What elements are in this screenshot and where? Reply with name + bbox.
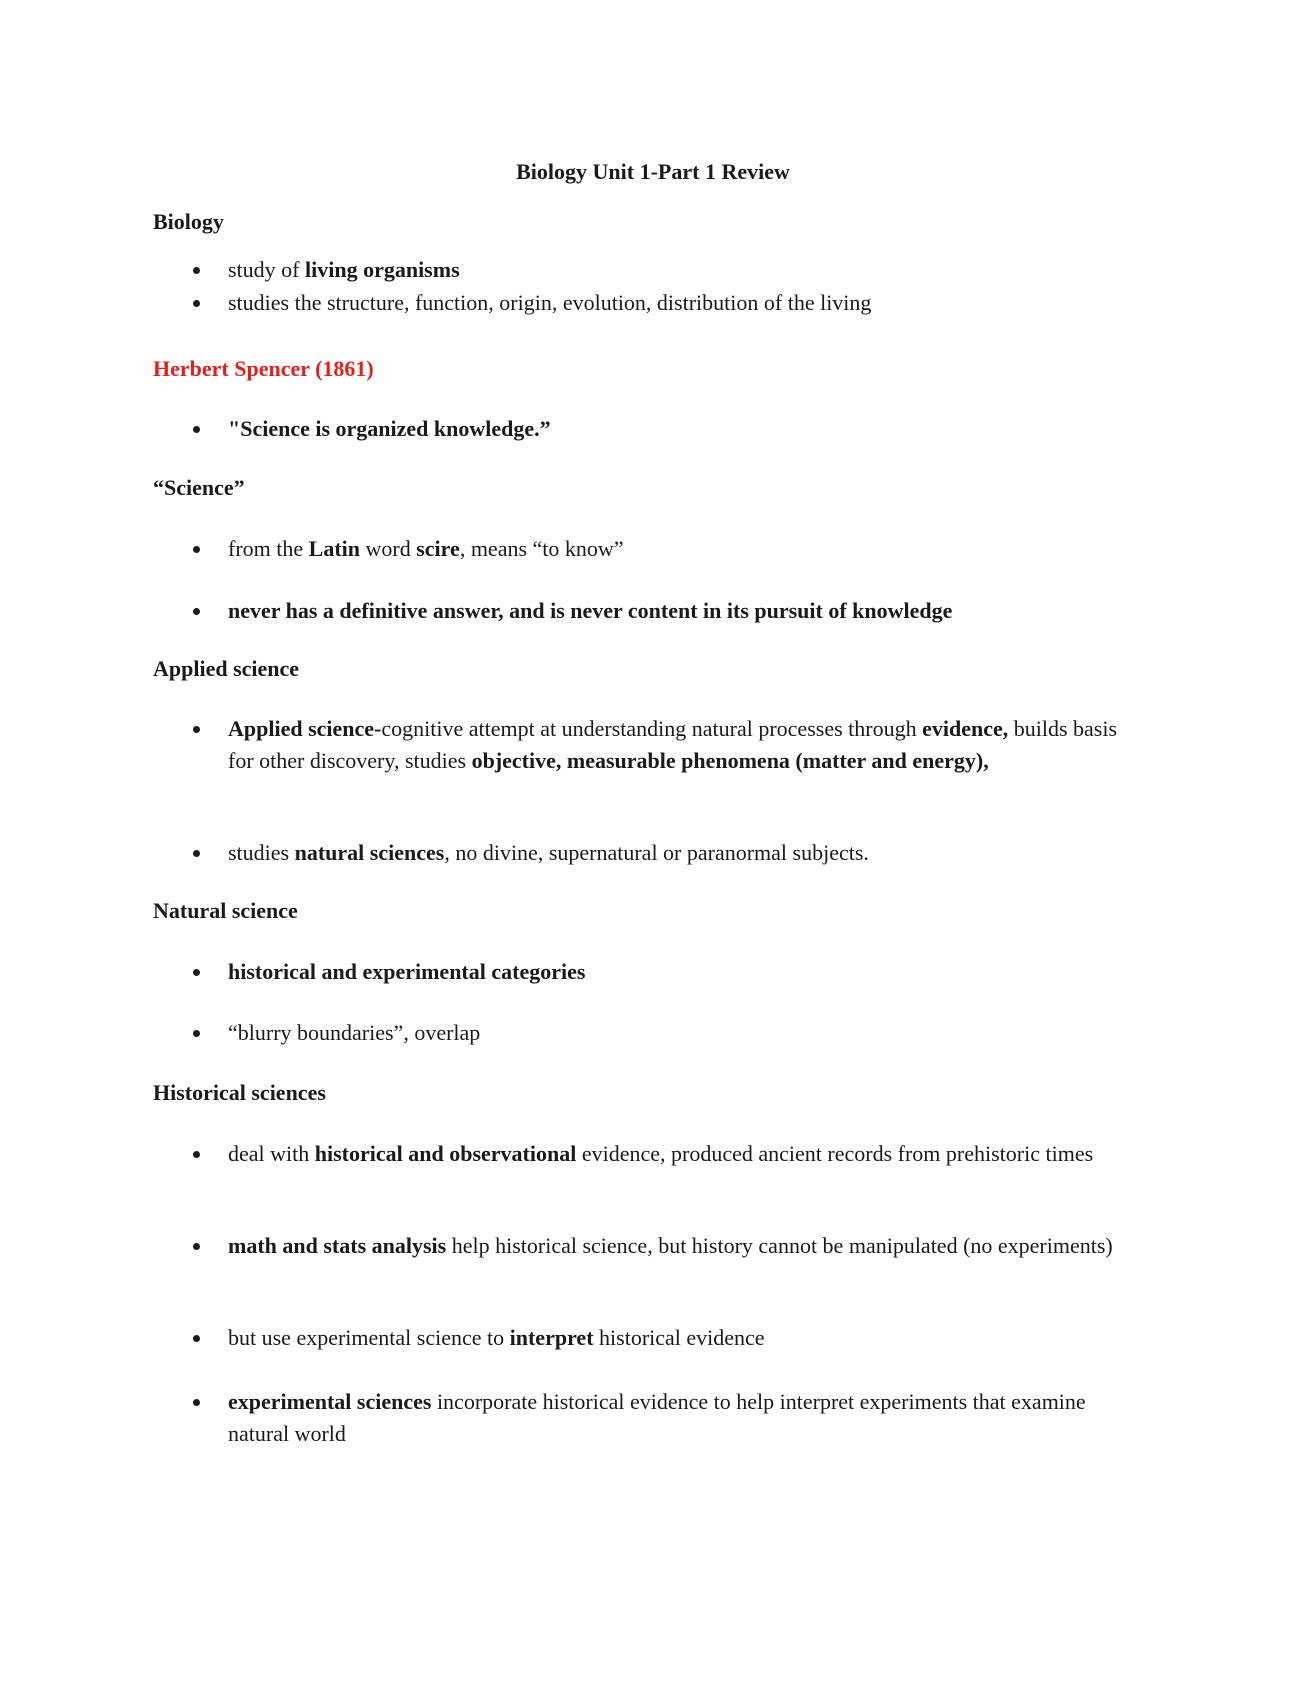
bullet-item	[228, 956, 1148, 988]
text: “blurry boundaries”, overlap	[228, 1020, 481, 1045]
bold-text: living organisms	[305, 257, 460, 282]
bold-text: experimental sciences	[228, 1389, 432, 1414]
text: help historical science, but history cannot be manipulated (no experiments)	[446, 1233, 1113, 1258]
bullet-item	[228, 1138, 1148, 1170]
bullet-item	[228, 1017, 1148, 1049]
bold-text: Applied science-	[228, 716, 382, 741]
bold-text: "Science is organized knowledge.”	[228, 416, 551, 441]
text: studies	[228, 840, 295, 865]
heading-biology: Biology	[153, 209, 224, 234]
bullet-item	[228, 533, 1148, 565]
document-title: Biology Unit 1-Part 1 Review	[516, 159, 790, 184]
text: , means “to know”	[459, 536, 624, 561]
heading-historical-sciences: Historical sciences	[153, 1080, 326, 1105]
bold-text: historical and observational	[314, 1141, 577, 1166]
heading-science: “Science”	[153, 475, 245, 500]
bold-text: objective, measurable phenomena (matter and energy),	[471, 748, 989, 773]
bullet-item	[228, 595, 1148, 627]
bullet-item	[228, 287, 1148, 319]
bullet-item	[228, 1322, 1148, 1354]
text: historical evidence	[593, 1325, 765, 1350]
bold-text: math and stats analysis	[228, 1233, 447, 1258]
bold-text: scire	[416, 536, 460, 561]
text: deal with	[228, 1141, 315, 1166]
heading-applied-science: Applied science	[153, 656, 300, 681]
heading-natural-science: Natural science	[153, 898, 298, 923]
text: builds basis for other discovery, studies	[228, 716, 1118, 773]
bold-text: historical and experimental categories	[228, 959, 586, 984]
bullet-item	[228, 713, 1148, 777]
bold-text: never has a definitive answer, and is never content in its pursuit of knowledge	[228, 598, 953, 623]
bullet-item	[228, 254, 1148, 286]
bullet-item	[228, 413, 1148, 445]
bold-text: interpret	[509, 1325, 594, 1350]
text: incorporate historical evidence to help interpret experiments that examine natural world	[228, 1389, 1086, 1446]
text: studies the structure, function, origin, evolution, distribution of the living	[228, 290, 872, 315]
text: study of	[228, 257, 305, 282]
bold-text: Latin	[308, 536, 361, 561]
text: , no divine, supernatural or paranormal subjects.	[444, 840, 869, 865]
text: word	[360, 536, 417, 561]
heading-herbert-spencer: Herbert Spencer (1861)	[153, 356, 374, 381]
bullet-item	[228, 1230, 1148, 1262]
bold-text: evidence,	[922, 716, 1009, 741]
bold-text: natural sciences	[294, 840, 445, 865]
bullet-item	[228, 837, 1148, 869]
text: cognitive attempt at understanding natural processes through	[381, 716, 923, 741]
text: from the	[228, 536, 309, 561]
text: but use experimental science to	[228, 1325, 510, 1350]
text: evidence, produced ancient records from prehistoric times	[576, 1141, 1094, 1166]
bullet-item	[228, 1386, 1148, 1450]
